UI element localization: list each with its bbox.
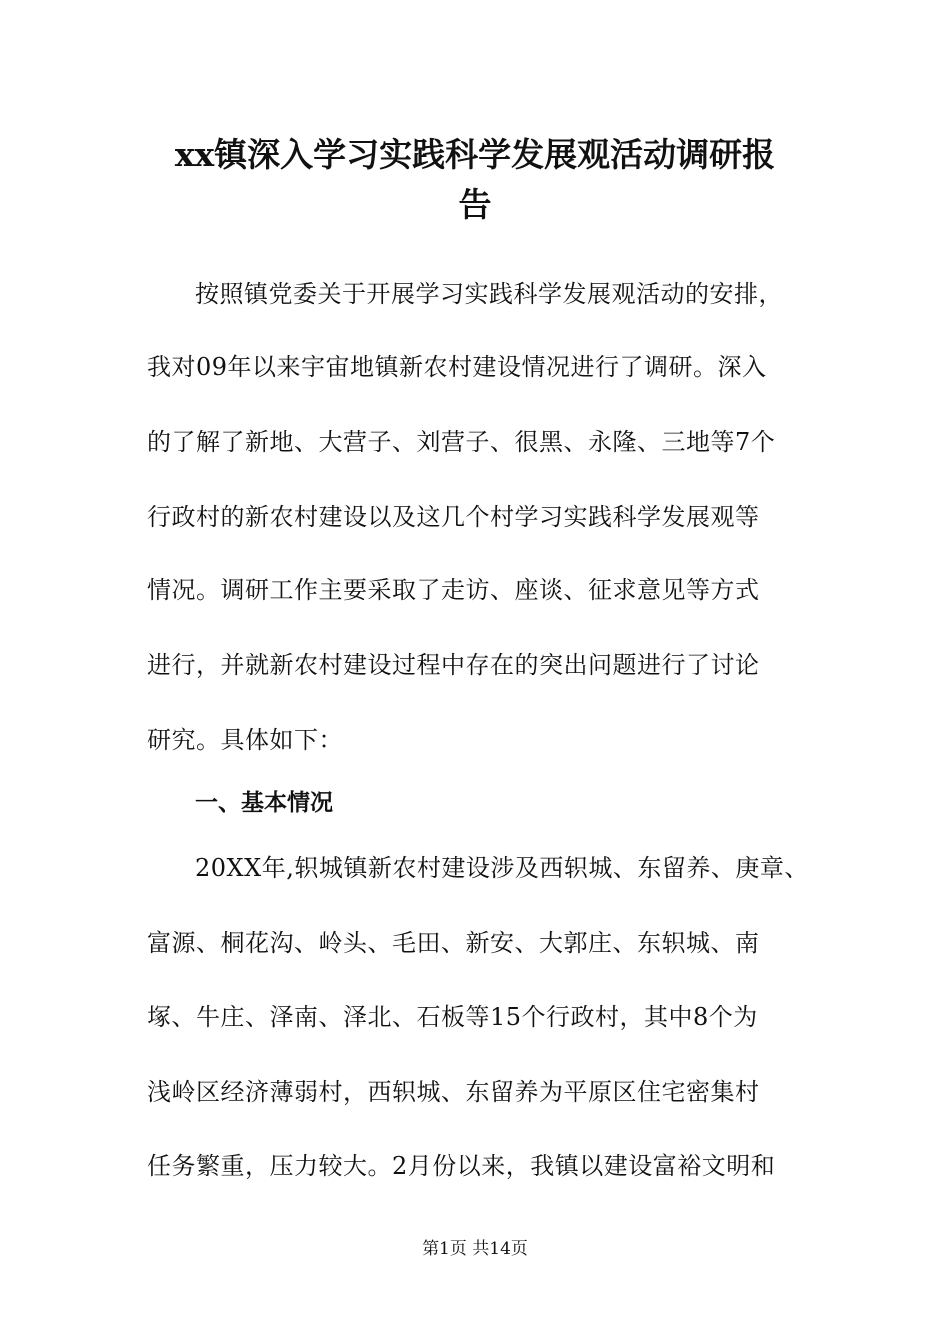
paragraph-2-line-4: 浅岭区经济薄弱村，西轵城、东留养为平原区住宅密集村 xyxy=(147,1078,760,1106)
paragraph-1-line-3: 的了解了新地、大营子、刘营子、很黑、永隆、三地等7个 xyxy=(147,428,776,456)
document-title-line-2: 告 xyxy=(458,185,492,224)
paragraph-2-line-1: 20XX年,轵城镇新农村建设涉及西轵城、东留养、庚章、 xyxy=(195,854,809,882)
paragraph-1-line-4: 行政村的新农村建设以及这几个村学习实践科学发展观等 xyxy=(147,503,760,531)
page-footer: 第1页 共14页 xyxy=(422,1239,528,1259)
paragraph-2-line-2: 富源、桐花沟、岭头、毛田、新安、大郭庄、东轵城、南 xyxy=(147,929,760,957)
paragraph-1-line-7: 研究。具体如下： xyxy=(147,726,343,754)
paragraph-1-line-6: 进行，并就新农村建设过程中存在的突出问题进行了讨论 xyxy=(147,651,760,679)
section-heading-basic-situation: 一、基本情况 xyxy=(195,790,333,816)
document-title-line-1: xx镇深入学习实践科学发展观活动调研报 xyxy=(174,135,776,174)
paragraph-1-line-2: 我对09年以来宇宙地镇新农村建设情况进行了调研。深入 xyxy=(147,353,767,381)
paragraph-1-line-5: 情况。调研工作主要采取了走访、座谈、征求意见等方式 xyxy=(147,576,760,604)
paragraph-1-line-1: 按照镇党委关于开展学习实践科学发展观活动的安排， xyxy=(195,280,783,308)
paragraph-2-line-3: 塚、牛庄、泽南、泽北、石板等15个行政村，其中8个为 xyxy=(147,1003,758,1031)
paragraph-2-line-5: 任务繁重，压力较大。2月份以来，我镇以建设富裕文明和 xyxy=(147,1152,776,1180)
